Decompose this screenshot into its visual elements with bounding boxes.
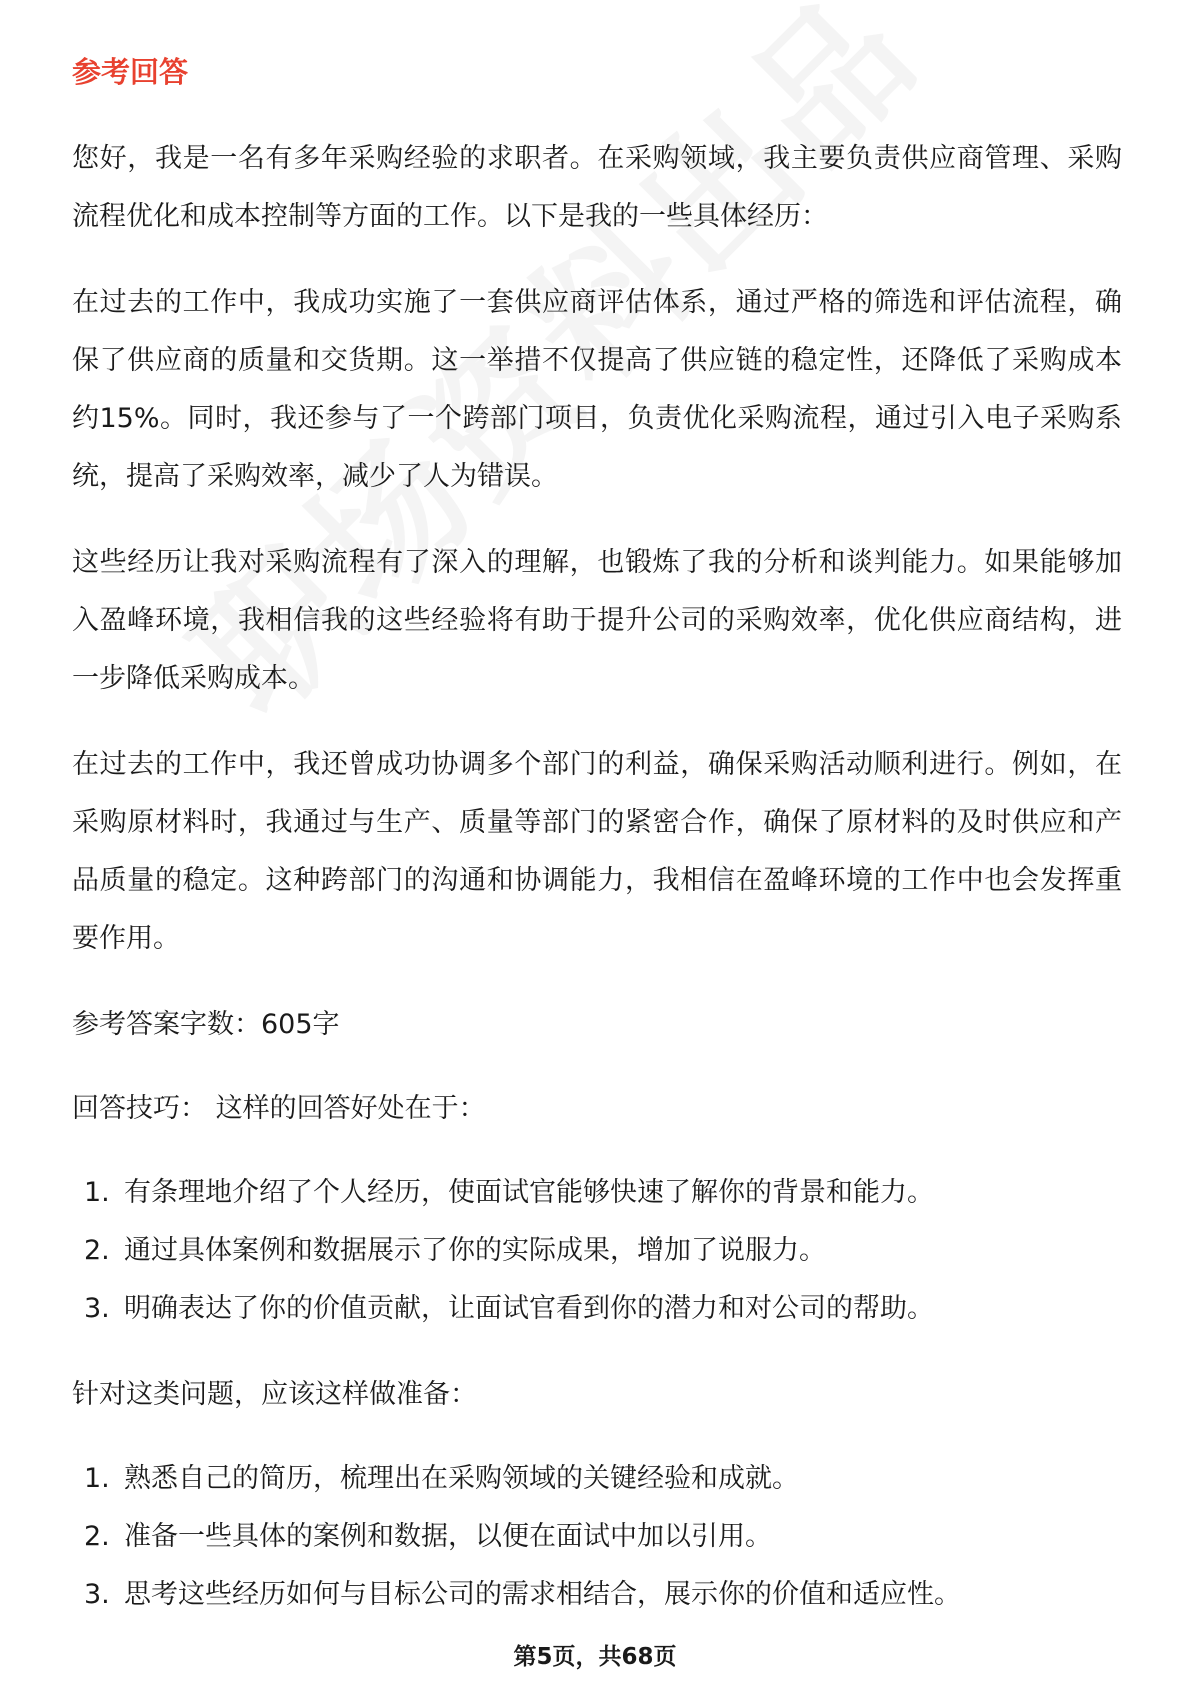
list-number: 1. — [84, 1177, 110, 1208]
list-item — [84, 1508, 1122, 1566]
list-text: 明确表达了你的价值贡献，让面试官看到你的潜力和对公司的帮助。 — [124, 1293, 934, 1324]
prep-heading: 针对这类问题，应该这样做准备： — [72, 1379, 477, 1410]
list-text: 熟悉自己的简历，梳理出在采购领域的关键经验和成就。 — [124, 1463, 799, 1494]
answer-paragraph-experience: 在过去的工作中，我成功实施了一套供应商评估体系，通过严格的筛选和评估流程，确保了供应商的质量和交货期。这一举措不仅提高了供应链的稳定性，还降低了采购成本约15%。同时，我还参与了一个跨部门项目，负责优化采购流程，通过引入电子采购系统，提高了采购效率，减少了人为错误。 — [72, 287, 1122, 492]
list-item — [84, 1222, 1122, 1280]
list-number: 3. — [84, 1579, 110, 1610]
list-number: 2. — [84, 1235, 110, 1266]
page-number-footer: 第5页，共68页 — [513, 1644, 677, 1670]
list-item — [84, 1450, 1122, 1508]
answer-paragraph-skills: 这些经历让我对采购流程有了深入的理解，也锻炼了我的分析和谈判能力。如果能够加入盈峰环境，我相信我的这些经验将有助于提升公司的采购效率，优化供应商结构，进一步降低采购成本。 — [72, 547, 1122, 694]
list-text: 有条理地介绍了个人经历，使面试官能够快速了解你的背景和能力。 — [124, 1177, 934, 1208]
list-text: 准备一些具体的案例和数据，以便在面试中加以引用。 — [124, 1521, 772, 1552]
list-item — [84, 1566, 1122, 1624]
list-text: 通过具体案例和数据展示了你的实际成果，增加了说服力。 — [124, 1235, 826, 1266]
answer-paragraph-intro: 您好，我是一名有多年采购经验的求职者。在采购领域，我主要负责供应商管理、采购流程优化和成本控制等方面的工作。以下是我的一些具体经历： — [72, 143, 1122, 232]
prep-list — [72, 1450, 1122, 1624]
word-count: 参考答案字数：605字 — [72, 1009, 340, 1040]
section-title: 参考回答 — [72, 55, 189, 89]
page-content — [72, 48, 1122, 1652]
list-item — [84, 1280, 1122, 1338]
answer-paragraph-coordination: 在过去的工作中，我还曾成功协调多个部门的利益，确保采购活动顺利进行。例如，在采购原材料时，我通过与生产、质量等部门的紧密合作，确保了原材料的及时供应和产品质量的稳定。这种跨部门的沟通和协调能力，我相信在盈峰环境的工作中也会发挥重要作用。 — [72, 749, 1122, 954]
list-item — [84, 1164, 1122, 1222]
tips-heading: 回答技巧： 这样的回答好处在于： — [72, 1093, 486, 1124]
list-number: 2. — [84, 1521, 110, 1552]
list-number: 3. — [84, 1293, 110, 1324]
tips-list — [72, 1164, 1122, 1338]
list-number: 1. — [84, 1463, 110, 1494]
list-text: 思考这些经历如何与目标公司的需求相结合，展示你的价值和适应性。 — [124, 1579, 961, 1610]
